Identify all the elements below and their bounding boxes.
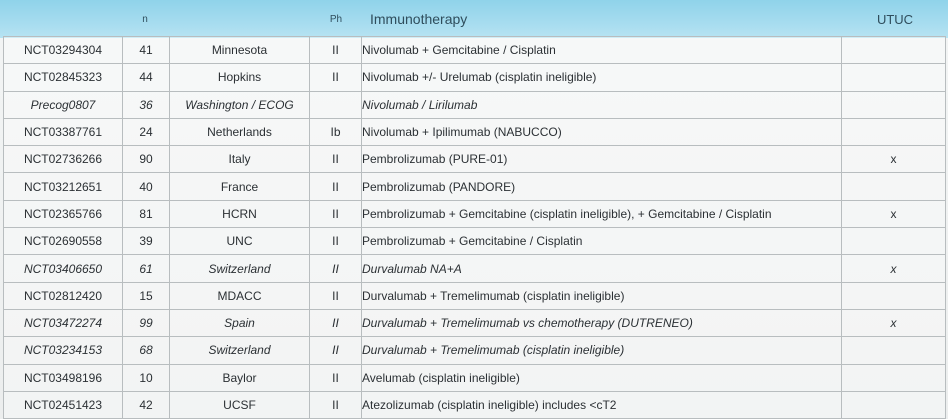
treatment-cell: Pembrolizumab (PANDORE) bbox=[362, 173, 842, 200]
table-row bbox=[4, 173, 946, 200]
table-row bbox=[4, 64, 946, 91]
site-cell: UNC bbox=[170, 228, 310, 255]
utuc-cell: x bbox=[842, 146, 946, 173]
trial-id-cell: NCT02736266 bbox=[4, 146, 123, 173]
utuc-cell bbox=[842, 337, 946, 364]
table-row bbox=[4, 282, 946, 309]
trial-id-cell: NCT02365766 bbox=[4, 200, 123, 227]
utuc-cell bbox=[842, 364, 946, 391]
site-cell: Switzerland bbox=[170, 255, 310, 282]
phase-cell: II bbox=[310, 391, 362, 418]
utuc-cell: x bbox=[842, 255, 946, 282]
phase-cell: II bbox=[310, 200, 362, 227]
n-cell: 68 bbox=[123, 337, 170, 364]
trial-id-cell: NCT03234153 bbox=[4, 337, 123, 364]
table-row bbox=[4, 118, 946, 145]
utuc-cell: x bbox=[842, 309, 946, 336]
trial-id-cell: Precog0807 bbox=[4, 91, 123, 118]
site-cell: Minnesota bbox=[170, 37, 310, 64]
n-cell: 36 bbox=[123, 91, 170, 118]
phase-cell: II bbox=[310, 364, 362, 391]
header-phase: Ph bbox=[329, 13, 343, 25]
site-cell: Italy bbox=[170, 146, 310, 173]
table-row bbox=[4, 391, 946, 418]
table-row bbox=[4, 200, 946, 227]
site-cell: UCSF bbox=[170, 391, 310, 418]
header-immunotherapy: Immunotherapy bbox=[370, 11, 468, 27]
site-cell: France bbox=[170, 173, 310, 200]
table-row bbox=[4, 364, 946, 391]
treatment-cell: Nivolumab + Ipilimumab (NABUCCO) bbox=[362, 118, 842, 145]
phase-cell: II bbox=[310, 37, 362, 64]
utuc-cell bbox=[842, 91, 946, 118]
trial-id-cell: NCT02845323 bbox=[4, 64, 123, 91]
site-cell: Spain bbox=[170, 309, 310, 336]
treatment-cell: Nivolumab + Gemcitabine / Cisplatin bbox=[362, 37, 842, 64]
treatment-cell: Pembrolizumab + Gemcitabine / Cisplatin bbox=[362, 228, 842, 255]
header-utuc: UTUC bbox=[876, 11, 914, 27]
utuc-cell bbox=[842, 173, 946, 200]
treatment-cell: Avelumab (cisplatin ineligible) bbox=[362, 364, 842, 391]
n-cell: 81 bbox=[123, 200, 170, 227]
phase-cell: II bbox=[310, 337, 362, 364]
site-cell: Baylor bbox=[170, 364, 310, 391]
utuc-cell bbox=[842, 118, 946, 145]
phase-cell: Ib bbox=[310, 118, 362, 145]
utuc-cell bbox=[842, 228, 946, 255]
table-row bbox=[4, 37, 946, 64]
header-n: n bbox=[142, 13, 148, 25]
trials-table-body bbox=[4, 37, 946, 419]
n-cell: 61 bbox=[123, 255, 170, 282]
site-cell: Hopkins bbox=[170, 64, 310, 91]
n-cell: 90 bbox=[123, 146, 170, 173]
treatment-cell: Atezolizumab (cisplatin ineligible) includes <cT2 bbox=[362, 391, 842, 418]
trials-table bbox=[3, 36, 946, 419]
phase-cell: II bbox=[310, 146, 362, 173]
phase-cell: II bbox=[310, 255, 362, 282]
treatment-cell: Durvalumab NA+A bbox=[362, 255, 842, 282]
utuc-cell: x bbox=[842, 200, 946, 227]
n-cell: 42 bbox=[123, 391, 170, 418]
site-cell: Netherlands bbox=[170, 118, 310, 145]
phase-cell bbox=[310, 91, 362, 118]
n-cell: 44 bbox=[123, 64, 170, 91]
trial-id-cell: NCT03472274 bbox=[4, 309, 123, 336]
phase-cell: II bbox=[310, 309, 362, 336]
site-cell: Switzerland bbox=[170, 337, 310, 364]
table-row bbox=[4, 255, 946, 282]
trial-id-cell: NCT03498196 bbox=[4, 364, 123, 391]
table-header bbox=[0, 0, 948, 38]
treatment-cell: Pembrolizumab (PURE-01) bbox=[362, 146, 842, 173]
treatment-cell: Nivolumab +/- Urelumab (cisplatin ineligible) bbox=[362, 64, 842, 91]
site-cell: MDACC bbox=[170, 282, 310, 309]
utuc-cell bbox=[842, 37, 946, 64]
utuc-cell bbox=[842, 391, 946, 418]
treatment-cell: Nivolumab / Lirilumab bbox=[362, 91, 842, 118]
trial-id-cell: NCT03294304 bbox=[4, 37, 123, 64]
table-row bbox=[4, 91, 946, 118]
n-cell: 41 bbox=[123, 37, 170, 64]
utuc-cell bbox=[842, 282, 946, 309]
phase-cell: II bbox=[310, 64, 362, 91]
table-row bbox=[4, 228, 946, 255]
site-cell: Washington / ECOG bbox=[170, 91, 310, 118]
table-row bbox=[4, 309, 946, 336]
site-cell: HCRN bbox=[170, 200, 310, 227]
table-row bbox=[4, 146, 946, 173]
treatment-cell: Durvalumab + Tremelimumab (cisplatin ineligible) bbox=[362, 337, 842, 364]
phase-cell: II bbox=[310, 228, 362, 255]
treatment-cell: Durvalumab + Tremelimumab vs chemotherapy (DUTRENEO) bbox=[362, 309, 842, 336]
n-cell: 40 bbox=[123, 173, 170, 200]
n-cell: 39 bbox=[123, 228, 170, 255]
phase-cell: II bbox=[310, 173, 362, 200]
treatment-cell: Durvalumab + Tremelimumab (cisplatin ineligible) bbox=[362, 282, 842, 309]
trial-id-cell: NCT02451423 bbox=[4, 391, 123, 418]
trial-id-cell: NCT02690558 bbox=[4, 228, 123, 255]
n-cell: 99 bbox=[123, 309, 170, 336]
trial-id-cell: NCT02812420 bbox=[4, 282, 123, 309]
treatment-cell: Pembrolizumab + Gemcitabine (cisplatin ineligible), + Gemcitabine / Cisplatin bbox=[362, 200, 842, 227]
n-cell: 15 bbox=[123, 282, 170, 309]
trial-id-cell: NCT03387761 bbox=[4, 118, 123, 145]
table-row bbox=[4, 337, 946, 364]
trial-id-cell: NCT03406650 bbox=[4, 255, 123, 282]
n-cell: 24 bbox=[123, 118, 170, 145]
utuc-cell bbox=[842, 64, 946, 91]
n-cell: 10 bbox=[123, 364, 170, 391]
phase-cell: II bbox=[310, 282, 362, 309]
trial-id-cell: NCT03212651 bbox=[4, 173, 123, 200]
